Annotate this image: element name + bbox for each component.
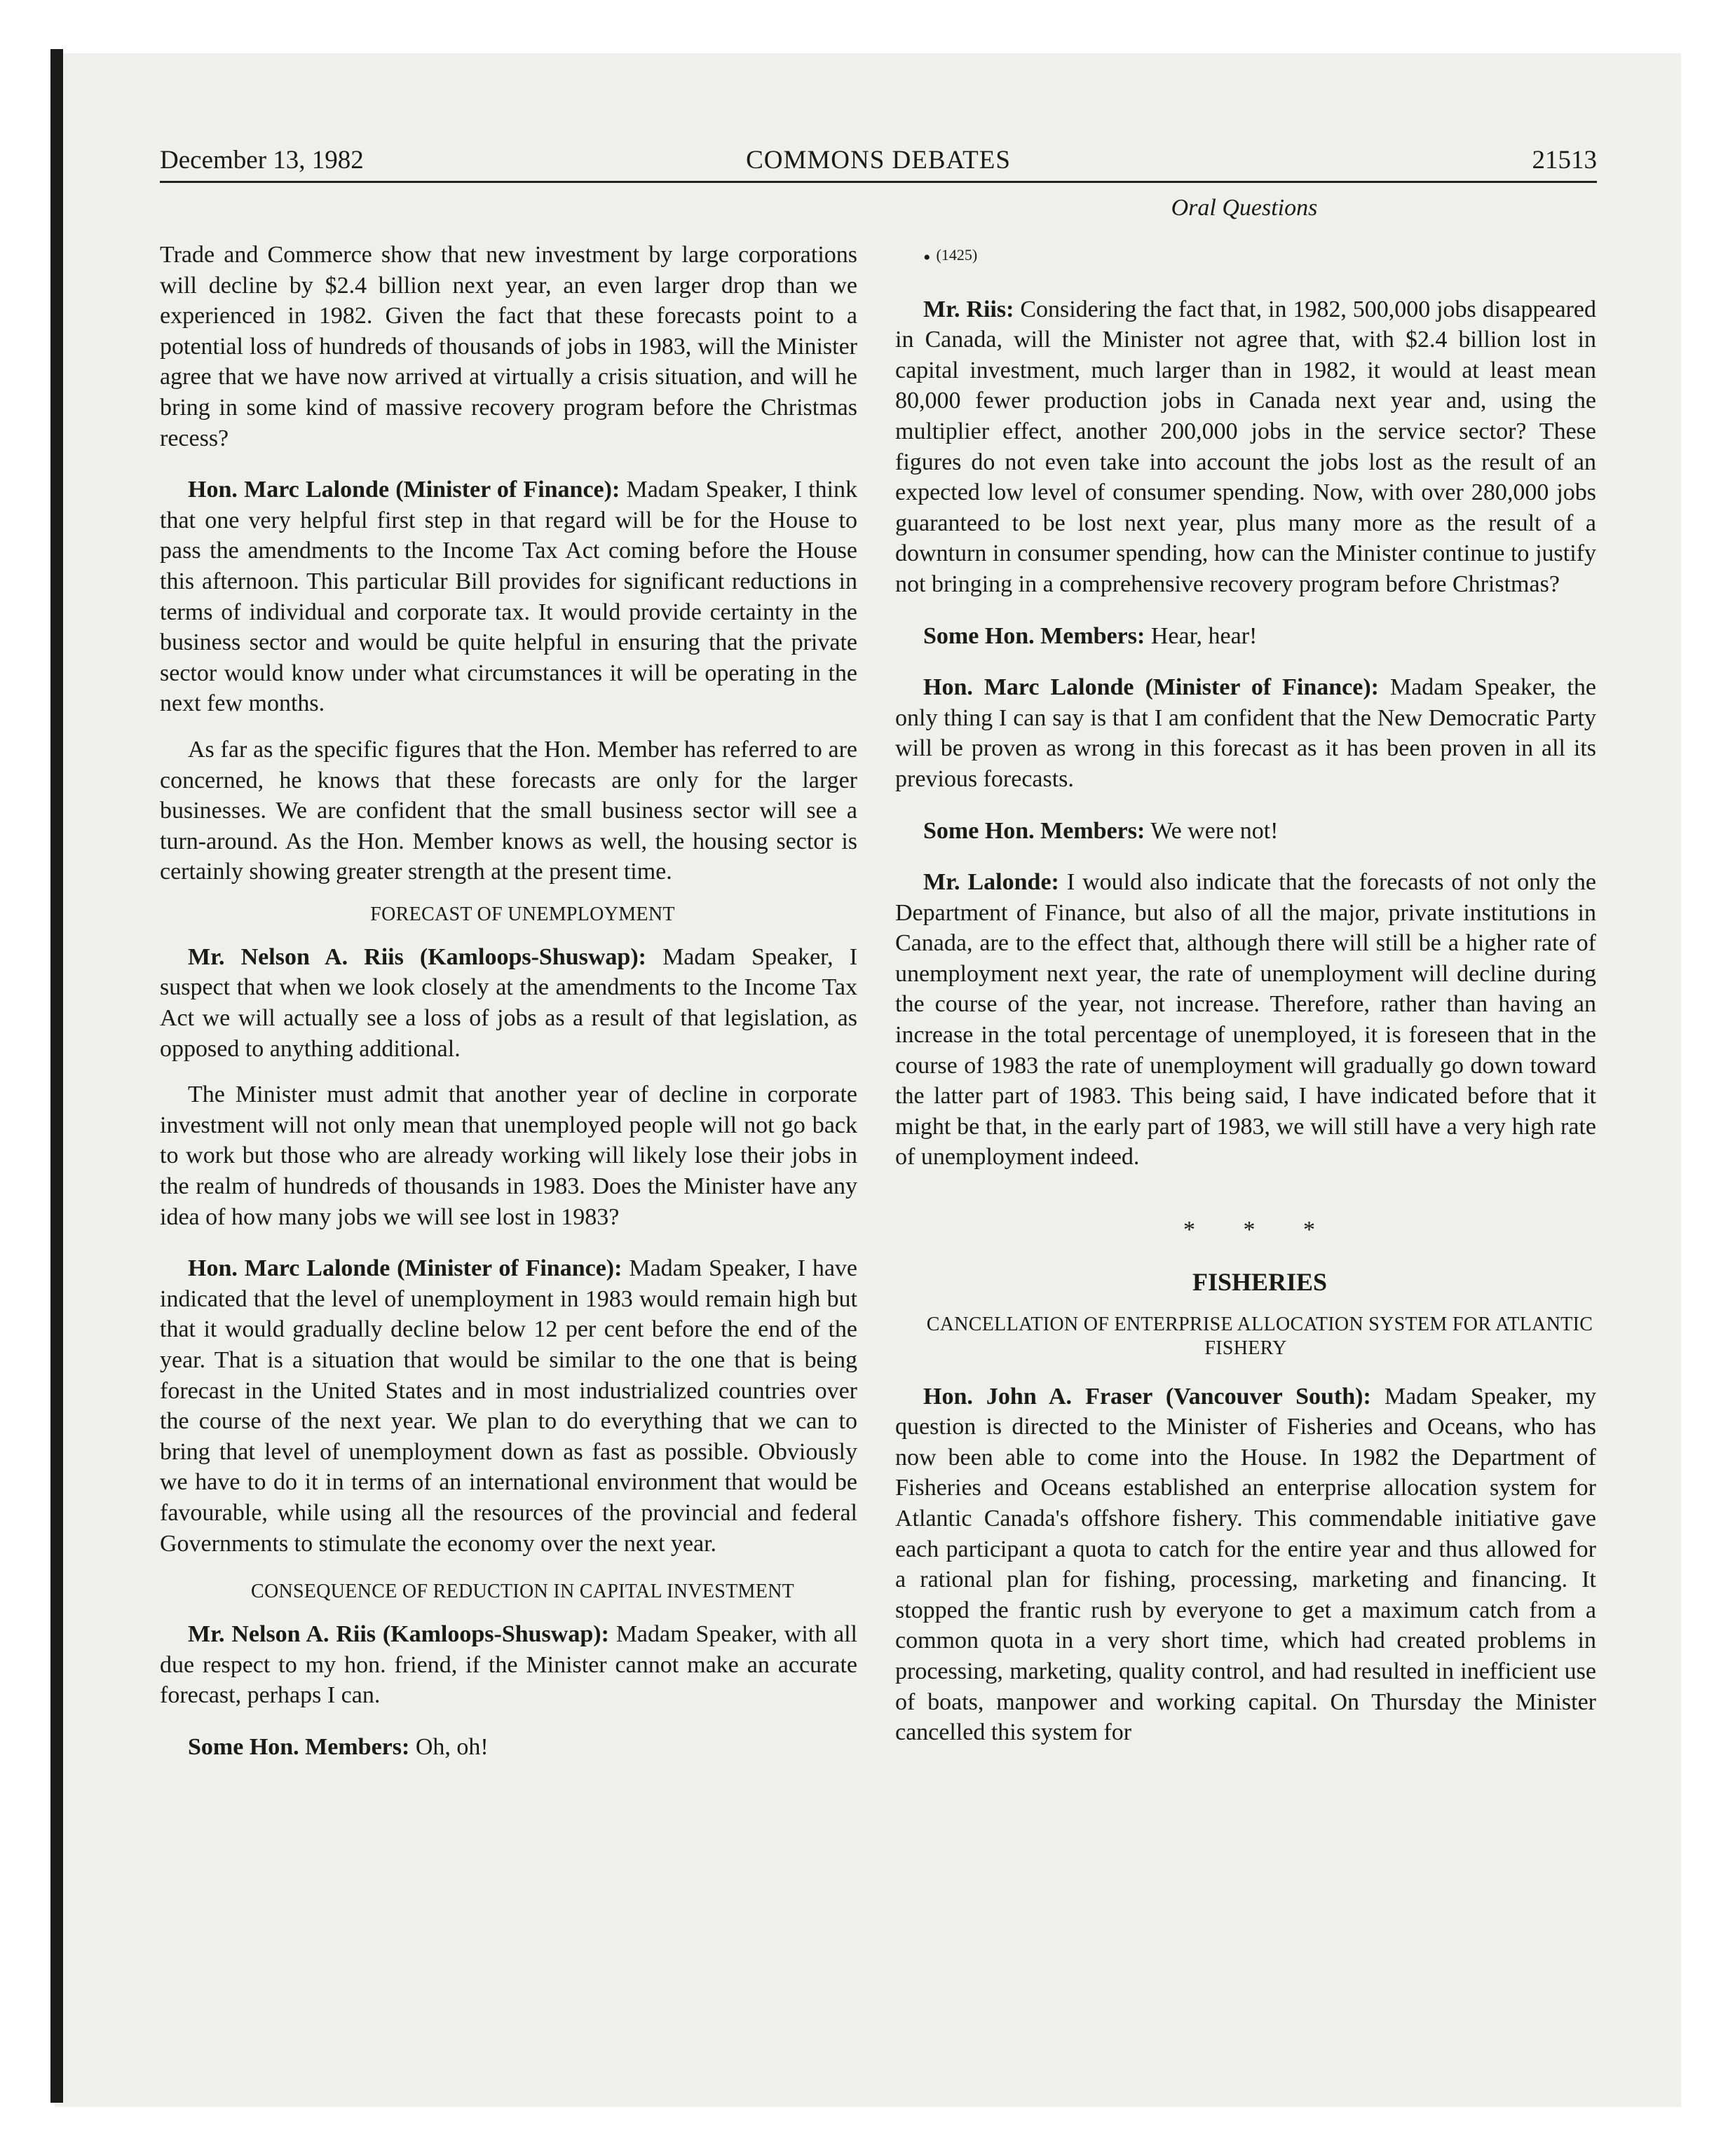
speech-text: Hear, hear! bbox=[1150, 622, 1258, 649]
bullet-icon: • bbox=[923, 246, 931, 269]
speech-paragraph bbox=[895, 294, 1596, 600]
subheading: CANCELLATION OF ENTERPRISE ALLOCATION SYSTEM FOR ATLANTIC FISHERY bbox=[926, 1313, 1593, 1359]
section-heading: FISHERIES bbox=[1192, 1267, 1328, 1296]
speech-text: I would also indicate that the forecasts of not only the Department of Finance, but also of all the major, private institutions in Canada, are to the effect that, although there will still be a higher rate of unemployment next year, the rate of unemployment will decline during the course of the year, not increase. Therefore, rather than having an increase in the total percentage of unemployed, it is foreseen that in the course of 1983 the rate of unemployment will gradually go down toward the latter part of 1983. This being said, I have indicated before that it might be that, in the early part of 1983, we will still have a very high rate of unemployment indeed. bbox=[895, 869, 1597, 1171]
speaker-name: Hon. John A. Fraser (Vancouver South): bbox=[923, 1383, 1371, 1410]
speaker-name: Mr. Riis: bbox=[923, 296, 1014, 322]
section-separator: * * * bbox=[1183, 1217, 1336, 1243]
subheading: FORECAST OF UNEMPLOYMENT bbox=[370, 903, 675, 925]
header-title: COMMONS DEBATES bbox=[746, 146, 1011, 175]
speaker-name: Hon. Marc Lalonde (Minister of Finance): bbox=[188, 477, 620, 503]
speech-paragraph bbox=[895, 1381, 1596, 1748]
speech-text: Considering the fact that, in 1982, 500,000 jobs disappeared in Canada, will the Minister not agree that, with $2.4 billion lost in capital investment, much larger than in 1982, it would at least mean 80,000 fewer production jobs in Canada next year and, using the multiplier effect, another 200,000 jobs in the service sector? These figures do not even take into account the jobs lost as the result of an expected low level of consumer spending. Now, with over 280,000 jobs guaranteed to be lost next year, plus many more as the result of a downturn in consumer spending, how can the Minister continue to justify not bringing in a comprehensive recovery program before Christmas? bbox=[895, 296, 1596, 597]
speech-paragraph bbox=[895, 672, 1596, 794]
speaker-name: Mr. Nelson A. Riis (Kamloops-Shuswap): bbox=[188, 943, 646, 970]
speaker-name: Some Hon. Members: bbox=[923, 817, 1145, 844]
speech-text: Madam Speaker, with all due respect to my hon. friend, if the Minister cannot make an accurate forecast, perhaps I can. bbox=[160, 1621, 857, 1709]
speech-paragraph bbox=[160, 1253, 857, 1559]
speech-text: Oh, oh! bbox=[415, 1733, 489, 1760]
speaker-name: Hon. Marc Lalonde (Minister of Finance): bbox=[188, 1255, 622, 1282]
speech-paragraph bbox=[895, 867, 1596, 1173]
speech-paragraph bbox=[160, 475, 857, 719]
speech-text: We were not! bbox=[1150, 817, 1279, 844]
timestamp: (1425) bbox=[936, 246, 978, 264]
speech-paragraph bbox=[895, 621, 1596, 652]
left-column bbox=[160, 240, 857, 1763]
speech-paragraph bbox=[160, 1732, 857, 1763]
header-rule bbox=[160, 181, 1597, 183]
speech-text: Madam Speaker, I suspect that when we look closely at the amendments to the Income Tax Act we will actually see a loss of jobs as a result of that legislation, as opposed to anything additional. bbox=[160, 943, 858, 1062]
speech-text: Madam Speaker, I think that one very helpful first step in that regard will be for the House to pass the amendments to the Income Tax Act coming before the House this afternoon. This particular Bill provides for significant reductions in terms of individual and corporate tax. It would provide certainty in the business sector and would be quite helpful in ensuring that the private sector would know under what circumstances it will be operating in the next few months. bbox=[160, 477, 857, 717]
page-header bbox=[160, 143, 1597, 178]
header-page-number: 21513 bbox=[1532, 146, 1597, 175]
speech-paragraph bbox=[160, 942, 857, 1064]
paragraph: The Minister must admit that another year of decline in corporate investment will not only mean that unemployed people will not go back to work but those who are already working will likely lose their jobs in the realm of hundreds of thousands in 1983. Does the Minister have any idea of how many jobs we will see lost in 1983? bbox=[160, 1082, 857, 1230]
speaker-name: Mr. Nelson A. Riis (Kamloops-Shuswap): bbox=[188, 1621, 609, 1648]
paragraph: As far as the specific figures that the Hon. Member has referred to are concerned, he knows that these forecasts are only for the larger businesses. We are confident that the small business sector will see a turn-around. As the Hon. Member knows as well, the housing sector is certainly showing greater strength at the present time. bbox=[160, 736, 857, 885]
section-label: Oral Questions bbox=[1171, 195, 1318, 221]
speech-text: Madam Speaker, the only thing I can say is that I am confident that the New Democratic Party will be proven as wrong in this forecast as it has been proven in all its previous forecasts. bbox=[895, 674, 1596, 792]
right-column bbox=[895, 240, 1596, 1748]
speech-text: Madam Speaker, my question is directed to the Minister of Fisheries and Oceans, who has now been able to come into the House. In 1982 the Department of Fisheries and Oceans established an enterprise allocation system for Atlantic Canada's offshore fishery. This commendable initiative gave each participant a quota to catch for the entire year and thus allowed for a rational plan for fishing, processing, marketing and financing. It stopped the frantic rush by everyone to get a maximum catch from a common quota in a very short time, which had created problems in processing, marketing, quality control, and had resulted in inefficient use of boats, manpower and working capital. On Thursday the Minister cancelled this system for bbox=[895, 1383, 1597, 1746]
speaker-name: Mr. Lalonde: bbox=[923, 869, 1059, 896]
speech-paragraph bbox=[160, 1619, 857, 1711]
speech-text: Madam Speaker, I have indicated that the level of unemployment in 1983 would remain high but that it would gradually decline below 12 per cent before the end of the year. That is a situation that would be similar to the one that is being forecast in the United States and in most industrialized countries over the course of the next year. We plan to do everything that we can to bring that level of unemployment down as fast as possible. Obviously we have to do it in terms of an international environment that would be favourable, while using all the resources of the provincial and federal Governments to stimulate the economy over the next year. bbox=[160, 1255, 858, 1557]
scan-edge-shadow bbox=[50, 49, 63, 2103]
speaker-name: Some Hon. Members: bbox=[923, 622, 1145, 649]
header-date: December 13, 1982 bbox=[160, 146, 364, 175]
speech-paragraph bbox=[895, 816, 1596, 847]
speaker-name: Hon. Marc Lalonde (Minister of Finance): bbox=[923, 674, 1379, 701]
subheading: CONSEQUENCE OF REDUCTION IN CAPITAL INVESTMENT bbox=[250, 1581, 795, 1603]
paragraph: Trade and Commerce show that new investment by large corporations will decline by $2.4 billion next year, an even larger drop than we experienced in 1982. Given the fact that these forecasts point to a potential loss of hundreds of thousands of jobs in 1983, will the Minister agree that we have now arrived at virtually a crisis situation, and will he bring in some kind of massive recovery program before the Christmas recess? bbox=[160, 242, 857, 451]
time-marker bbox=[895, 240, 1596, 273]
speaker-name: Some Hon. Members: bbox=[188, 1733, 410, 1760]
